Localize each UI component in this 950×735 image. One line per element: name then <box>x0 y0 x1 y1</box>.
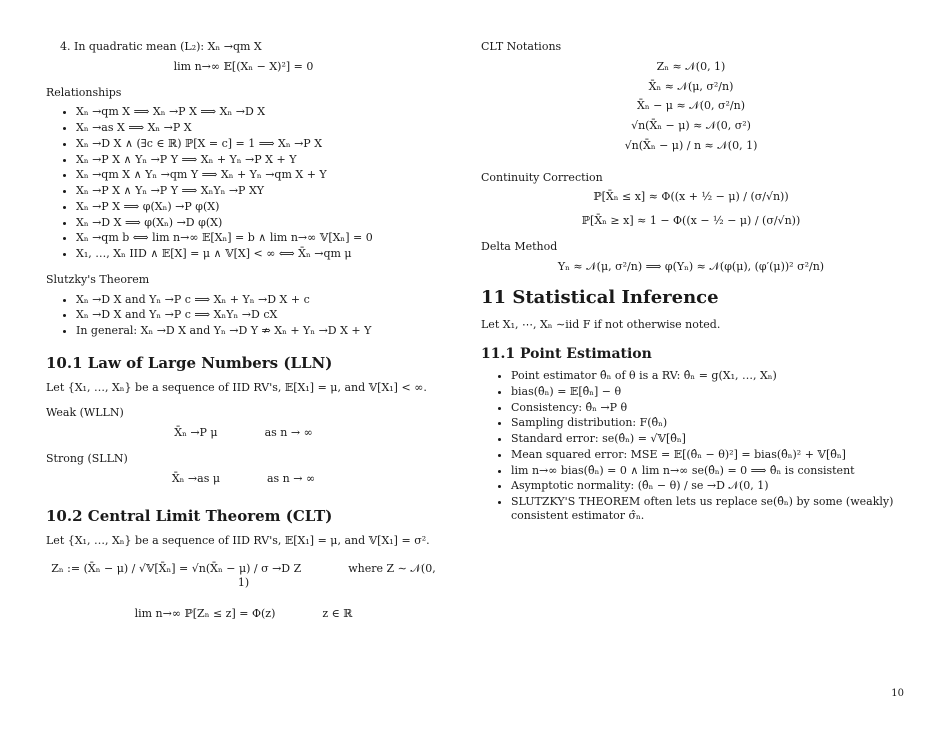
list-item: • Xₙ →D X ⟹ φ(Xₙ) →D φ(X) <box>76 216 441 230</box>
right-column <box>481 40 901 529</box>
left-column <box>46 40 441 627</box>
list-item: • lim n→∞ bias(θ̂ₙ) = 0 ∧ lim n→∞ se(θ̂ₙ) = 0 ⟹ θ̂ₙ is consistent <box>511 464 901 478</box>
slutzky-label: Slutzky's Theorem <box>46 272 150 286</box>
list-item: • Xₙ →qm X ⟹ Xₙ →P X ⟹ Xₙ →D X <box>76 105 441 119</box>
weak-condition: as n → ∞ <box>264 426 313 439</box>
continuity-eq: ℙ[X̄ₙ ≥ x] ≈ 1 − Φ((x − ½ − μ) / (σ/√n)) <box>581 214 801 227</box>
clt-equation <box>46 562 441 590</box>
list-item: • Xₙ →qm X ∧ Yₙ →qm Y ⟹ Xₙ + Yₙ →qm X + Y <box>76 168 441 182</box>
lln-text: Let {X₁, …, Xₙ} be a sequence of IID RV's, 𝔼[X₁] = μ, and 𝕍[X₁] < ∞. <box>46 380 427 394</box>
clt-notations-label: CLT Notations <box>481 40 562 53</box>
chapter-heading: 11 Statistical Inference <box>481 287 719 309</box>
clt-notation-eq: X̄ₙ ≈ 𝒩(μ, σ²/n) <box>648 79 734 93</box>
clt-limit-formula: lim n→∞ ℙ[Zₙ ≤ z] = Φ(z) <box>134 607 276 621</box>
list-item: • Consistency: θ̂ₙ →P θ <box>511 401 901 415</box>
list-item: • Xₙ →P X ⟹ φ(Xₙ) →P φ(X) <box>76 200 441 214</box>
list-item: • Xₙ →P X ∧ Yₙ →P Y ⟹ Xₙ + Yₙ →P X + Y <box>76 153 441 167</box>
weak-formula: X̄ₙ →P μ <box>174 426 218 439</box>
clt-notation-eq: Zₙ ≈ 𝒩(0, 1) <box>656 59 726 73</box>
point-estimation-list <box>481 369 901 523</box>
weak-equation <box>46 426 441 440</box>
delta-equation: Yₙ ≈ 𝒩(μ, σ²/n) ⟹ φ(Yₙ) ≈ 𝒩(φ(μ), (φ′(μ))² σ²/n) <box>557 259 825 273</box>
clt-heading: 10.2 Central Limit Theorem (CLT) <box>46 507 333 526</box>
strong-formula: X̄ₙ →as μ <box>171 471 220 485</box>
relationships-list <box>46 105 441 261</box>
clt-limit-condition: z ∈ ℝ <box>322 607 353 621</box>
list-item: • Xₙ →D X and Yₙ →P c ⟹ XₙYₙ →D cX <box>76 308 441 322</box>
clt-notation-eq: √n(X̄ₙ − μ) / n ≈ 𝒩(0, 1) <box>624 138 758 152</box>
clt-notation-eq: X̄ₙ − μ ≈ 𝒩(0, σ²/n) <box>637 99 745 113</box>
continuity-eq: ℙ[X̄ₙ ≤ x] ≈ Φ((x + ½ − μ) / (σ/√n)) <box>593 190 789 204</box>
clt-notation-eq: √n(X̄ₙ − μ) ≈ 𝒩(0, σ²) <box>631 119 751 132</box>
continuity-label: Continuity Correction <box>481 170 603 184</box>
list-item: • In general: Xₙ →D X and Yₙ →D Y ⇏ Xₙ + Yₙ →D X + Y <box>76 324 441 338</box>
list-item: • bias(θ̂ₙ) = 𝔼[θ̂ₙ] − θ <box>511 385 901 399</box>
item4-equation: lim n→∞ 𝔼[(Xₙ − X)²] = 0 <box>173 59 314 73</box>
list-item: • Standard error: se(θ̂ₙ) = √𝕍[θ̂ₙ] <box>511 432 901 446</box>
strong-condition: as n → ∞ <box>266 471 316 485</box>
list-item: • Xₙ →P X ∧ Yₙ →P Y ⟹ XₙYₙ →P XY <box>76 184 441 198</box>
list-item: • Sampling distribution: F(θ̂ₙ) <box>511 416 901 430</box>
weak-label: Weak (WLLN) <box>46 406 124 420</box>
strong-label: Strong (SLLN) <box>46 451 128 465</box>
relationships-label: Relationships <box>46 85 122 99</box>
delta-label: Delta Method <box>481 239 558 253</box>
page-number: 10 <box>891 688 904 699</box>
slutzky-list <box>46 293 441 338</box>
lln-heading: 10.1 Law of Large Numbers (LLN) <box>46 353 333 372</box>
list-item: • Xₙ →D X ∧ (∃c ∈ ℝ) ℙ[X = c] = 1 ⟹ Xₙ →P X <box>76 137 441 151</box>
list-item: • Point estimator θ̂ₙ of θ is a RV: θ̂ₙ = g(X₁, …, Xₙ) <box>511 369 901 383</box>
clt-formula: Zₙ := (X̄ₙ − μ) / √𝕍[X̄ₙ] = √n(X̄ₙ − μ) / σ →D Z <box>51 561 302 575</box>
strong-equation <box>46 472 441 486</box>
chapter-text: Let X₁, ⋯, Xₙ ∼iid F if not otherwise noted. <box>481 317 721 331</box>
list-item: • X₁, …, Xₙ IID ∧ 𝔼[X] = μ ∧ 𝕍[X] < ∞ ⟺ X̄ₙ →qm μ <box>76 247 441 261</box>
list-item: • Asymptotic normality: (θ̂ₙ − θ) / se →D 𝒩(0, 1) <box>511 479 901 493</box>
clt-text: Let {X₁, …, Xₙ} be a sequence of IID RV's, 𝔼[X₁] = μ, and 𝕍[X₁] = σ². <box>46 534 430 547</box>
list-item: • Xₙ →qm b ⟺ lim n→∞ 𝔼[Xₙ] = b ∧ lim n→∞ 𝕍[Xₙ] = 0 <box>76 231 441 245</box>
point-estimation-heading: 11.1 Point Estimation <box>481 345 652 362</box>
list-item: • Xₙ →D X and Yₙ →P c ⟹ Xₙ + Yₙ →D X + c <box>76 293 441 307</box>
list-item: • Mean squared error: MSE = 𝔼[(θ̂ₙ − θ)²] = bias(θ̂ₙ)² + 𝕍[θ̂ₙ] <box>511 448 901 462</box>
clt-where: where Z ∼ 𝒩(0, 1) <box>237 561 436 589</box>
list-item: • Xₙ →as X ⟹ Xₙ →P X <box>76 121 441 135</box>
clt-limit-equation <box>46 607 441 621</box>
item4-text: 4. In quadratic mean (L₂): Xₙ →qm X <box>60 40 262 53</box>
list-item: • SLUTZKY'S THEOREM often lets us replace se(θ̂ₙ) by some (weakly) consistent estimator σ̂ₙ. <box>511 495 901 523</box>
